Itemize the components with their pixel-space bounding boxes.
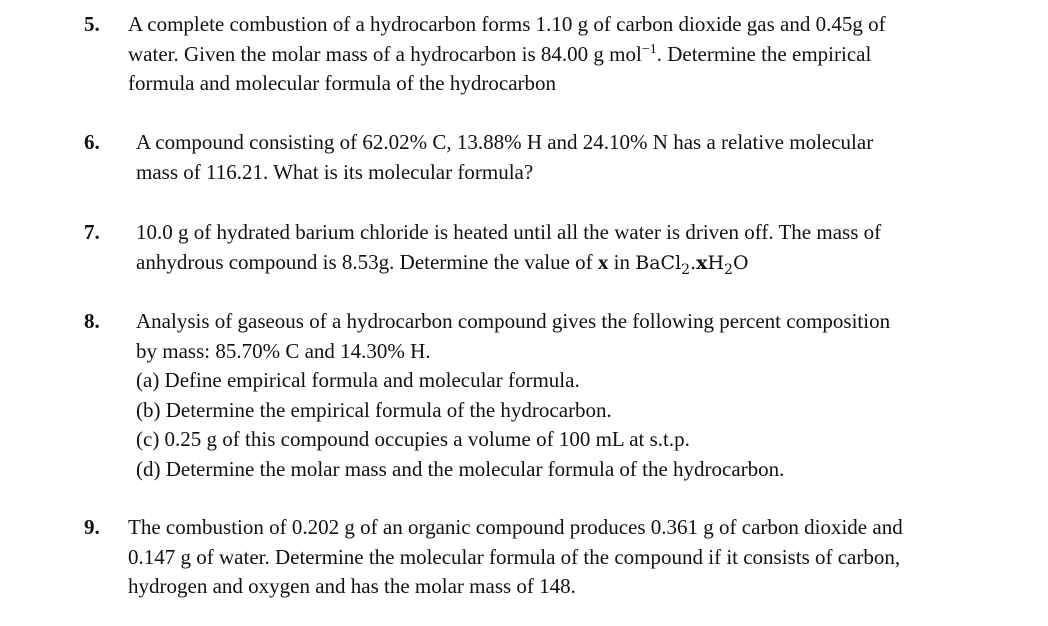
- text-fragment: anhydrous compound is 8.53g. Determine the value of: [136, 249, 598, 274]
- question-text: [128, 10, 964, 99]
- subscript: 2: [724, 261, 733, 278]
- question-text: [128, 513, 964, 602]
- question-line: 0.147 g of water. Determine the molecular formula of the compound if it consists of carbon,: [128, 544, 901, 569]
- text-fragment: water. Given the molar mass of a hydrocarbon is 84.00 g mol: [128, 41, 642, 66]
- question-line: Analysis of gaseous of a hydrocarbon compound gives the following percent composition: [136, 309, 891, 333]
- question-number: 8.: [84, 309, 100, 333]
- question-text: [136, 128, 964, 187]
- question-line: A compound consisting of 62.02% C, 13.88% H and 24.10% N has a relative molecular: [136, 130, 874, 154]
- text-fragment: in: [608, 249, 636, 274]
- superscript: −1: [641, 41, 657, 57]
- question-line: A complete combustion of a hydrocarbon forms 1.10 g of carbon dioxide gas and 0.45g of: [128, 12, 886, 36]
- question-text: [136, 307, 964, 484]
- subscript: 2: [681, 261, 691, 278]
- question-line: hydrogen and oxygen and has the molar mass of 148.: [128, 574, 576, 598]
- sub-item: (c) 0.25 g of this compound occupies a volume of 100 mL at s.t.p.: [136, 427, 690, 451]
- question-number: 5.: [84, 12, 100, 36]
- question-line: 10.0 g of hydrated barium chloride is heated until all the water is driven off. The mass of: [136, 220, 882, 244]
- formula-part: O: [732, 251, 749, 274]
- sub-item: (a) Define empirical formula and molecular formula.: [136, 368, 580, 392]
- question-line: The combustion of 0.202 g of an organic compound produces 0.361 g of carbon dioxide and: [128, 515, 903, 539]
- formula-part: BaCl: [635, 251, 682, 274]
- question-line: mass of 116.21. What is its molecular formula?: [136, 159, 534, 184]
- question-number: 7.: [84, 220, 100, 244]
- question-line: [136, 248, 964, 279]
- question-text: [136, 218, 964, 278]
- question-line: formula and molecular formula of the hydrocarbon: [128, 71, 557, 95]
- formula-part: H: [707, 251, 725, 274]
- question-number: 9.: [84, 515, 100, 539]
- sub-item: (b) Determine the empirical formula of the hydrocarbon.: [136, 397, 612, 422]
- chemical-formula: [635, 251, 749, 278]
- text-fragment: . Determine the empirical: [656, 41, 872, 66]
- variable-x: x: [597, 249, 609, 274]
- question-number: 6.: [84, 130, 100, 154]
- formula-variable: x: [696, 251, 708, 274]
- sub-item: (d) Determine the molar mass and the molecular formula of the hydrocarbon.: [136, 456, 785, 481]
- question-line: by mass: 85.70% C and 14.30% H.: [136, 338, 431, 363]
- question-line: [128, 40, 964, 70]
- formula-part: .: [690, 251, 697, 274]
